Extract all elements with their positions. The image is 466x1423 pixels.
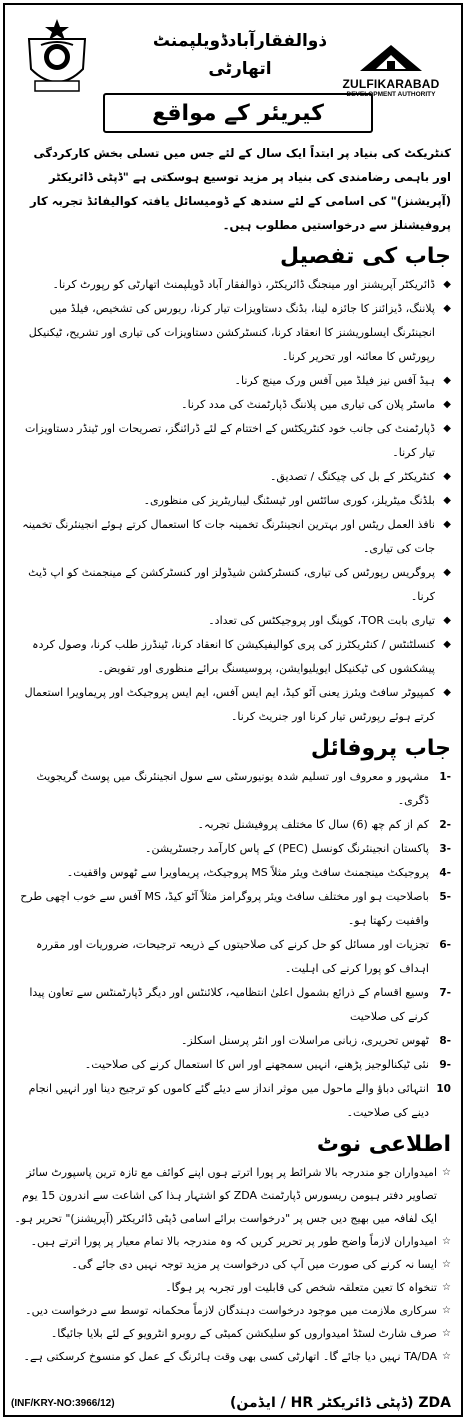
list-item: ☆ صرف شارٹ لسٹڈ امیدواروں کو سلیکشن کمیٹی کے روبرو انٹرویو کے لئے بلایا جائیگا۔	[13, 1322, 451, 1345]
bullet-icon: ◆	[443, 471, 451, 482]
job-profile-heading: جاب پروفائل	[310, 736, 451, 761]
intro-paragraph: کنٹریکٹ کی بنیاد پر ابتداً ایک سال کے لئے جس میں تسلی بخش کارکردگی اور باہمی رضامندی کی بنیاد پر مزید توسیع ہوسکتی ہے "ڈپٹی ڈائریکٹر (آپریشنز)" کی اسامی کے لئے سندھ کے ڈومیسائل یافتہ کوالیفائڈ تجربہ کار پروفیشنلز سے درخواستیں مطلوب ہیں۔	[29, 146, 451, 232]
star-icon: ☆	[442, 1328, 451, 1339]
bullet-icon: ◆	[443, 279, 451, 290]
org-line-1: ذوالفقارآبادڈویلپمنٹ	[152, 31, 328, 51]
logo-subtitle: DEVELOPMENT AUTHORITY	[346, 91, 436, 98]
list-item: -8 ٹھوس تحریری، زبانی مراسلات اور انٹر پرسنل اسکلز۔	[180, 1034, 451, 1047]
notice-list	[5, 1161, 461, 1368]
list-item: -6 تجزیات اور مسائل کو حل کرنے کی صلاحیتوں کے ذریعہ ترجیحات، ضروریات اور مقررہ اہداف کو پورا کرنے کی اہلیت۔	[35, 938, 451, 975]
advertisement-page	[3, 3, 463, 1417]
list-item: -7 وسیع اقسام کے ذرائع بشمول اعلیٰ انتظامیہ، کلائنٹس اور دیگر ڈپارٹمنٹس سے تعاون پیدا کرنے کی صلاحیت	[29, 986, 451, 1023]
bullet-icon: ◆	[443, 567, 451, 578]
bullet-icon: ◆	[443, 423, 451, 434]
zda-logo	[331, 43, 451, 98]
org-line-2: اتھارٹی	[208, 59, 272, 79]
header	[5, 5, 461, 135]
organization-name	[125, 27, 355, 83]
list-item: -1 مشہور و معروف اور تسلیم شدہ یونیورسٹی سے سول انجینئرنگ میں پوسٹ گریجویٹ ڈگری۔	[36, 770, 451, 807]
bullet-icon: ◆	[443, 495, 451, 506]
job-detail-heading: جاب کی تفصیل	[280, 244, 451, 269]
list-item: -5 باصلاحیت ہو اور مختلف سافٹ ویئر پروگرامز مثلاً آٹو کیڈ، MS آفس سے خوب اچھی طرح واقفیت رکھتا ہو۔	[20, 890, 451, 927]
bullet-icon: ◆	[443, 399, 451, 410]
footer	[5, 1387, 461, 1411]
signatory: ZDA (ڈپٹی ڈائریکٹر HR / ایڈمن)	[230, 1395, 451, 1411]
list-item: ◆ ڈائریکٹر آپریشنز اور مینجنگ ڈائریکٹر، ذوالفقار آباد ڈویلپمنٹ اتھارٹی کو رپورٹ کرنا۔	[13, 273, 451, 297]
bullet-icon: ◆	[443, 687, 451, 698]
logo-name: ZULFIKARABAD	[342, 77, 440, 91]
bullet-icon: ◆	[443, 519, 451, 530]
careers-banner: کیریئر کے مواقع	[103, 93, 373, 133]
star-icon: ☆	[442, 1351, 451, 1362]
list-item: ☆ امیدواران لازماً واضح طور پر تحریر کریں کہ وہ مندرجہ بالا تمام معیار پر پورا اترتے ہیں۔	[13, 1230, 451, 1253]
list-item: ◆ بلڈنگ میٹریلز، کوری سائٹس اور ٹیسٹنگ لیباریٹریز کی منظوری۔	[13, 489, 451, 513]
notice-heading: اطلاعی نوٹ	[316, 1132, 451, 1157]
star-icon: ☆	[442, 1167, 451, 1178]
list-item: ◆ ہیڈ آفس نیز فیلڈ میں آفس ورک مینج کرنا۔	[13, 369, 451, 393]
job-detail-list	[5, 273, 461, 729]
list-item: -2 کم از کم چھ (6) سال کا مختلف پروفیشنل تجربہ۔	[197, 818, 451, 831]
bullet-icon: ◆	[443, 303, 451, 314]
bullet-icon: ◆	[443, 615, 451, 626]
list-item: ◆ کنسلٹنٹس / کنٹریکٹرز کی پری کوالیفیکیشن کا انعقاد کرنا، ٹینڈرز طلب کرنا، وصول کردہ پیشکشوں کی ٹیکنیکل ایویلیوایشن، پروسیسنگ برائے منظوری اور تفویض۔	[13, 633, 451, 681]
government-seal-icon	[23, 17, 91, 95]
list-item: ☆ امیدواران جو مندرجہ بالا شرائط پر پورا اترتے ہوں اپنے کوائف مع تازہ ترین پاسپورٹ سائز تصاویر دفتر ہیومن ریسورس ڈپارٹمنٹ ZDA کو اشتہار ہذا کی اشاعت سے اندرون 15 یوم ایک لفافہ میں بھیج دیں جس پر "درخواست برائے اسامی ڈپٹی ڈائریکٹر (آپریشنز)" تحریر ہو۔	[13, 1161, 451, 1230]
list-item: -3 پاکستان انجینئرنگ کونسل (PEC) کے پاس کارآمد رجسٹریشن۔	[145, 842, 451, 855]
bullet-icon: ◆	[443, 639, 451, 650]
star-icon: ☆	[442, 1305, 451, 1316]
bullet-icon: ◆	[443, 375, 451, 386]
zda-logo-icon	[356, 43, 426, 73]
star-icon: ☆	[442, 1282, 451, 1293]
list-item: ◆ نافذ العمل ریٹس اور بہترین انجینئرنگ تخمینہ جات کا استعمال کرتے ہوئے انجینئرنگ تخمینہ جات کی تیاری۔	[13, 513, 451, 561]
list-item: ☆ ایسا نہ کرنے کی صورت میں آپ کی درخواست پر مزید توجہ نہیں دی جائے گی۔	[13, 1253, 451, 1276]
list-item: ◆ ماسٹر پلان کی تیاری میں پلاننگ ڈپارٹمنٹ کی مدد کرنا۔	[13, 393, 451, 417]
list-item: ◆ ڈپارٹمنٹ کی جانب خود کنٹریکٹس کے اختتام کے لئے ڈرائنگز، تصریحات اور ٹینڈر دستاویزات تیار کرنا۔	[13, 417, 451, 465]
star-icon: ☆	[442, 1259, 451, 1270]
list-item: -9 نئی ٹیکنالوجیز پڑھنے، انہیں سمجھنے اور اس کا استعمال کرنے کی صلاحیت۔	[84, 1058, 451, 1071]
list-item: -4 پروجیکٹ مینجمنٹ سافٹ ویئر مثلاً MS پروجیکٹ، پریماویرا سے ٹھوس واقفیت۔	[66, 866, 451, 879]
list-item: ☆ TA/DA نہیں دیا جائے گا۔ اتھارٹی کسی بھی وقت ہائرنگ کے عمل کو منسوخ کرسکتی ہے۔	[13, 1345, 451, 1368]
list-item: ☆ سرکاری ملازمت میں موجود درخواست دہندگان لازماً محکمانہ توسط سے درخواست دیں۔	[13, 1299, 451, 1322]
list-item: ◆ کمپیوٹر سافٹ ویئرز یعنی آٹو کیڈ، ایم ایس آفس، ایم ایس پروجیکٹ اور پریماویرا استعمال کرتے ہوئے رپورٹس تیار کرنا اور جنریٹ کرنا۔	[13, 681, 451, 729]
list-item: ☆ تنخواہ کا تعین متعلقہ شخص کی قابلیت اور تجربہ پر ہوگا۔	[13, 1276, 451, 1299]
list-item: ◆ پلاننگ، ڈیزائنز کا جائزہ لینا، بڈنگ دستاویزات تیار کرنا، ریورس کی تشخیص، فیلڈ میں انجینئرنگ ایسلوریشنز کا انعقاد کرنا، کنسٹرکشن دستاویزات کی تیاری اور تشریح، ٹیکنیکل رپورٹس کا معائنہ اور تحریر کرنا۔	[13, 297, 451, 369]
list-item: ◆ کنٹریکٹر کے بل کی چیکنگ / تصدیق۔	[13, 465, 451, 489]
reference-number: (INF/KRY-NO:3966/12)	[11, 1398, 115, 1409]
job-profile-list	[5, 765, 461, 1125]
list-item: ◆ پروگریس رپورٹس کی تیاری، کنسٹرکشن شیڈولز اور کنسٹرکشن کے مینجمنٹ کو اپ ڈیٹ کرنا۔	[13, 561, 451, 609]
list-item: 10 انتہائی دباؤ والے ماحول میں موثر انداز سے دیئے گئے کاموں کو ترجیح دینا اور انہیں انجام دینے کی صلاحیت۔	[28, 1082, 451, 1119]
list-item: ◆ تیاری بابت TOR، کوپنگ اور پروجیکٹس کی تعداد۔	[13, 609, 451, 633]
star-icon: ☆	[442, 1236, 451, 1247]
